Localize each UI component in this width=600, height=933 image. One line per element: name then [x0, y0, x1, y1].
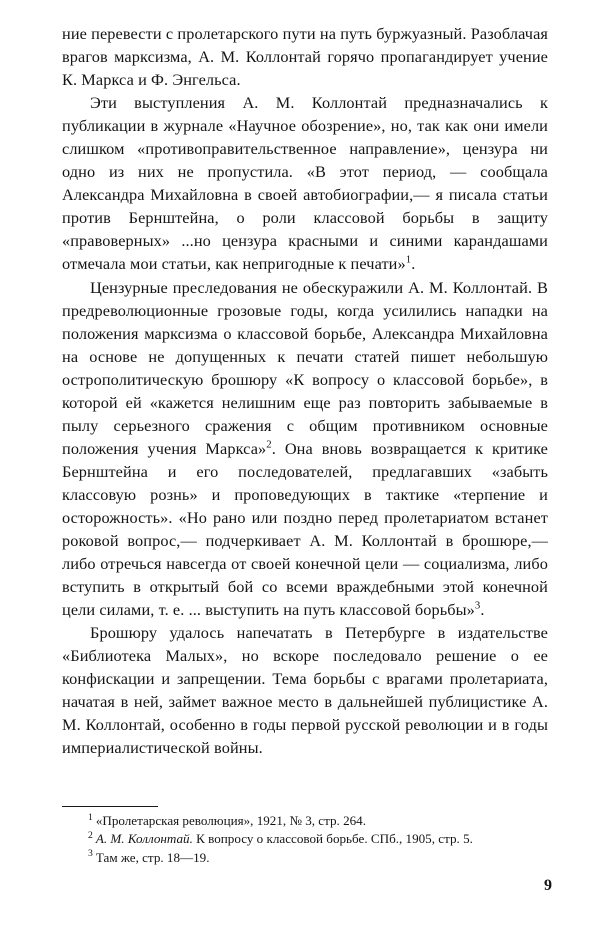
paragraph-2-tail: . — [411, 254, 416, 274]
footnote-1 — [62, 812, 548, 829]
paragraph-4-text: Брошюру удалось напечатать в Петербурге в издательстве «Библиотека Малых», но вскоре последовало решение о ее конфискации и запрещении. Тема борьбы с врагами пролетариата, начатая в ней, займет важное место в дальнейшей публицистике А. М. Коллонтай, особенно в годы первой русской революции и в годы империалистической войны. — [62, 623, 548, 758]
body-text-block — [62, 22, 548, 760]
footnote-3 — [62, 849, 548, 866]
paragraph-1 — [62, 22, 548, 91]
footnote-ref-1: 1 — [405, 254, 412, 267]
footnotes-block — [62, 812, 548, 867]
paragraph-3 — [62, 276, 548, 622]
footnote-1-number: 1 — [88, 811, 93, 823]
footnote-separator — [62, 806, 158, 807]
paragraph-3-tail: . — [480, 600, 485, 620]
paragraph-3-middle: . Она вновь возвращается к критике Бернштейна и его последователей, предлагавших «забыть классовую рознь» и проповедующих в тактике «терпение и осторожность». «Но рано или поздно перед пролетариатом встанет роковой вопрос,— подчеркивает А. М. Коллонтай в брошюре,— либо отречься навсегда от своей конечной цели — социализма, либо вступить в открытый бой со всеми враждебными этой конечной цели силами, т. е. ... выступить на путь классовой борьбы» — [62, 438, 548, 620]
paragraph-4 — [62, 621, 548, 759]
footnote-2-text: К вопросу о классовой борьбе. СПб., 1905, стр. 5. — [192, 831, 473, 847]
paragraph-2 — [62, 91, 548, 275]
paragraph-1-text: ние перевести с пролетарского пути на путь буржуазный. Разоблачая врагов марксизма, А. М. Коллонтай горячо пропагандирует учение К. Маркса и Ф. Энгельса. — [62, 24, 548, 90]
footnote-ref-2: 2 — [266, 438, 272, 451]
footnote-3-number: 3 — [88, 848, 93, 860]
paragraph-3-text: Цензурные преследования не обескуражили А. М. Коллонтай. В предреволюционные грозовые годы, когда усилились нападки на положения марксизма о классовой борьбе, Александра Михайловна на основе не допущенных к печати статей пишет небольшую острополитическую брошюру «К вопросу о классовой борьбе», в которой ей «кажется нелишним еще раз повторить забываемые в пылу серьезного сражения с общим противником основные положения учения Маркса» — [62, 277, 548, 458]
footnote-ref-3: 3 — [474, 599, 481, 612]
footnote-3-text: Там же, стр. 18—19. — [95, 849, 210, 865]
footnote-2 — [62, 830, 548, 847]
footnote-2-number: 2 — [88, 830, 93, 842]
footnote-2-author: А. М. Коллонтай. — [95, 831, 193, 847]
paragraph-2-text: Эти выступления А. М. Коллонтай предназначались к публикации в журнале «Научное обозрение», но, так как они имели слишком «противоправительственное направление», цензура ни одно из них не пропустила. «В этот период, — сообщала Александра Михайловна в своей автобиографии,— я писала статьи против Бернштейна, о роли классовой борьбы в защиту «правоверных» ...но цензура красными и синими карандашами отмечала мои статьи, как непригодные к печати» — [62, 93, 548, 274]
page-number: 9 — [544, 877, 552, 894]
footnote-1-text: «Пролетарская революция», 1921, № 3, стр. 264. — [95, 813, 367, 828]
